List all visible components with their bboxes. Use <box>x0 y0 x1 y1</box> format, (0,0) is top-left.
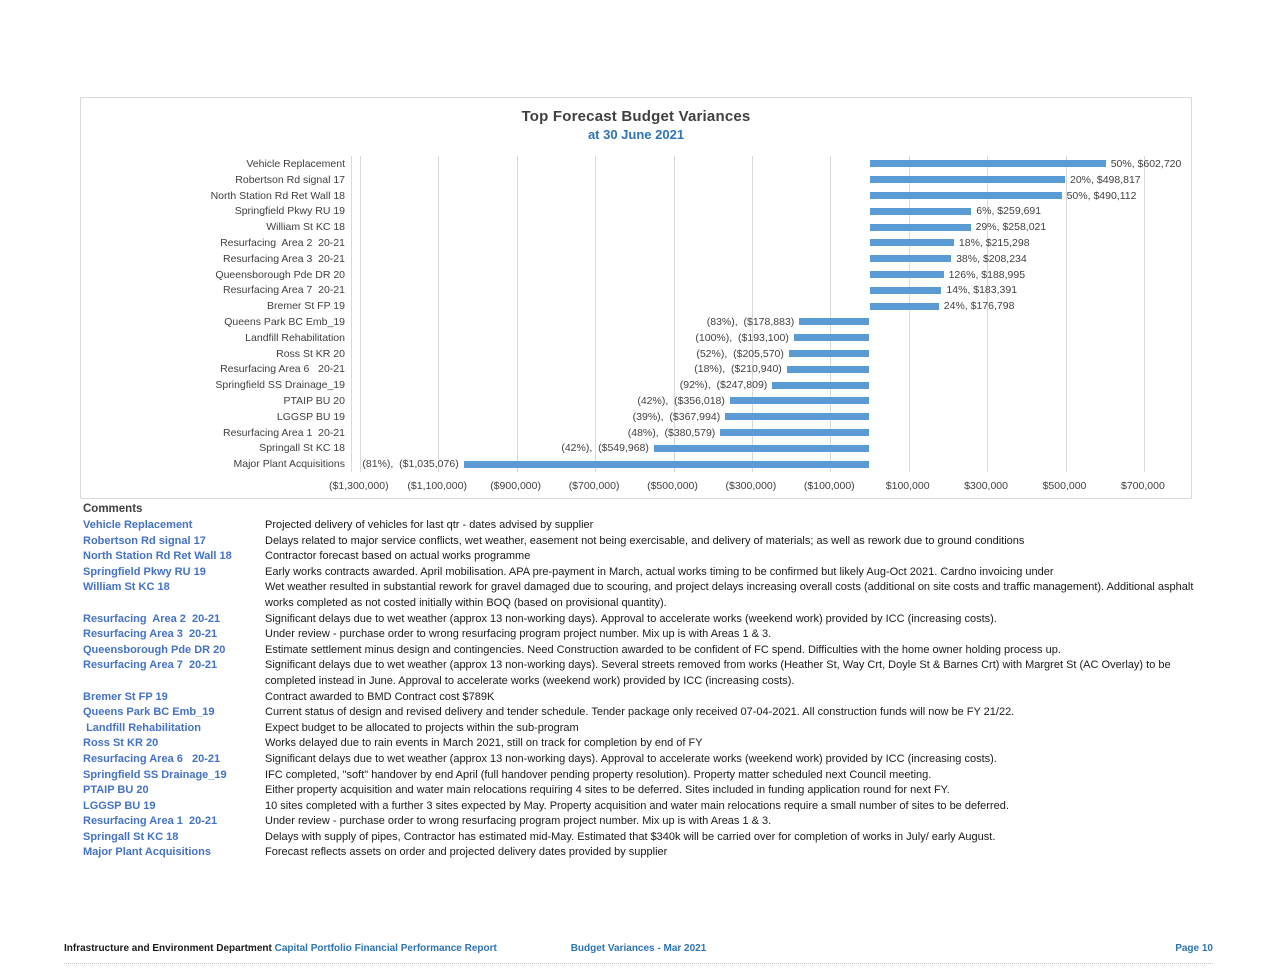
comment-row <box>83 565 1195 581</box>
comment-text: Under review - purchase order to wrong resurfacing program project number. Mix up is with Areas 1 & 3. <box>265 815 772 828</box>
comment-text: Wet weather resulted in substantial rework for gravel damaged due to scouring, and project delays increasing overall costs (additional on site costs and traffic management). Additional asphalt works completed as not costed initially within BOQ (based on provisional quantity). <box>265 581 1194 609</box>
category-label: William St KC 18 <box>266 221 345 234</box>
data-label: 24%, $176,798 <box>943 300 1015 313</box>
comment-row <box>83 612 1195 628</box>
category-label: Vehicle Replacement <box>246 157 345 170</box>
data-label: 50%, $490,112 <box>1066 189 1137 202</box>
gridline <box>830 156 831 472</box>
data-label: (100%), ($193,100) <box>695 331 789 344</box>
comment-text: Projected delivery of vehicles for last qtr - dates advised by supplier <box>265 519 594 531</box>
comment-row <box>83 799 1195 815</box>
bar <box>870 176 1066 183</box>
comment-row <box>83 627 1195 643</box>
comment-project-label: North Station Rd Ret Wall 18 <box>83 550 232 563</box>
chart-title: Top Forecast Budget Variances <box>521 108 751 125</box>
bar <box>870 160 1106 167</box>
comment-row <box>83 549 1195 565</box>
axis-tick-label: $300,000 <box>964 480 1008 492</box>
comment-text: Delays with supply of pipes, Contractor has estimated mid-May. Estimated that $340k will be carried over for completion of works in July/ early August. <box>265 830 996 843</box>
bar <box>720 429 869 436</box>
category-label: Bremer St FP 19 <box>266 300 345 313</box>
comment-project-label: William St KC 18 <box>83 581 170 594</box>
gridline <box>1066 156 1067 472</box>
comment-text: Significant delays due to wet weather (approx 13 non-working days). Several streets removed from works (Heather St, Way Crt, Doyle St & Barnes Crt) with Margret St (AC Overlay) to be completed instead in June. Approval to accelerate works (weekend work) provided by ICC (increasing costs). <box>265 659 1171 687</box>
comment-text: Early works contracts awarded. April mobilisation. APA pre-payment in March, actual works timing to be confirmed but likely Aug-Oct 2021. Cardno invoicing under <box>265 565 1054 578</box>
comment-text: Contractor forecast based on actual works programme <box>265 550 531 563</box>
bar <box>870 192 1062 199</box>
data-label: 50%, $602,720 <box>1110 157 1182 170</box>
comment-row <box>83 534 1195 550</box>
axis-tick-label: ($900,000) <box>490 480 541 492</box>
axis-tick-label: ($500,000) <box>647 480 698 492</box>
comment-text: Contract awarded to BMD Contract cost $789K <box>265 690 495 703</box>
bar <box>654 445 870 452</box>
comment-project-label: Springfield SS Drainage_19 <box>83 768 227 781</box>
comment-row <box>83 768 1195 784</box>
comment-row <box>83 783 1195 799</box>
data-label: 6%, $259,691 <box>976 205 1042 218</box>
data-label: (92%), ($247,809) <box>679 379 768 392</box>
comment-text: Works delayed due to rain events in March 2021, still on track for completion by end of FY <box>265 737 703 750</box>
page-footer <box>64 943 1213 957</box>
category-label: Queensborough Pde DR 20 <box>215 268 345 281</box>
comments-heading: Comments <box>83 503 143 515</box>
plot-area <box>351 156 1187 472</box>
category-label: Resurfacing Area 7 20-21 <box>223 284 345 297</box>
category-label: Springfield Pkwy RU 19 <box>234 205 345 218</box>
comment-row <box>83 705 1195 721</box>
comment-text: Estimate settlement minus design and contingencies. Need Construction awarded to be confident of FC spend. Difficulties with the home owner holding process up. <box>265 643 1061 656</box>
comment-row <box>83 690 1195 706</box>
category-label: Ross St KR 20 <box>276 347 345 360</box>
comment-row <box>83 752 1195 768</box>
category-label: Resurfacing Area 3 20-21 <box>223 252 345 265</box>
bar <box>870 224 971 231</box>
gridline <box>1144 156 1145 472</box>
data-label: (39%), ($367,994) <box>632 410 721 423</box>
comment-row <box>83 518 1195 534</box>
comment-text: Significant delays due to wet weather (approx 13 non-working days). Approval to accelerate works (weekend work) provided by ICC (increasing costs). <box>265 752 997 765</box>
axis-tick-label: $700,000 <box>1120 480 1165 492</box>
gridline <box>752 156 753 472</box>
gridline <box>674 156 675 472</box>
comment-row <box>83 830 1195 846</box>
comment-row <box>83 643 1195 659</box>
bar <box>789 350 870 357</box>
axis-tick-label: ($700,000) <box>568 480 620 492</box>
comment-project-label: Springfield Pkwy RU 19 <box>83 565 206 578</box>
comment-project-label: Queensborough Pde DR 20 <box>83 643 226 656</box>
comment-row <box>83 721 1195 737</box>
bar <box>730 397 870 404</box>
bar <box>870 239 954 246</box>
bar <box>870 271 944 278</box>
data-label: 14%, $183,391 <box>946 284 1018 297</box>
footer-section-title: Budget Variances - Mar 2021 <box>570 943 707 954</box>
category-label: Robertson Rd signal 17 <box>235 173 345 186</box>
bar <box>870 303 939 310</box>
budget-variances-chart <box>80 97 1192 499</box>
gridline <box>517 156 518 472</box>
comment-row <box>83 580 1195 611</box>
data-label: 38%, $208,234 <box>956 252 1027 265</box>
category-label: North Station Rd Ret Wall 18 <box>210 189 345 202</box>
value-axis <box>329 480 1186 494</box>
footer-page-number: Page 10 <box>1175 943 1213 954</box>
comment-project-label: Major Plant Acquisitions <box>83 846 211 859</box>
comment-project-label: Vehicle Replacement <box>83 519 193 531</box>
data-label: 20%, $498,817 <box>1070 173 1141 186</box>
chart-subtitle: at 30 June 2021 <box>587 127 685 142</box>
comment-project-label: Resurfacing Area 7 20-21 <box>83 659 218 672</box>
category-axis <box>81 156 345 472</box>
comment-row <box>83 814 1195 830</box>
bar <box>772 382 869 389</box>
bar <box>464 461 870 468</box>
footer-department-name: Infrastructure and Environment Department <box>64 943 275 954</box>
gridline <box>360 156 361 472</box>
comment-project-label: Resurfacing Area 1 20-21 <box>83 815 218 828</box>
comment-project-label: Bremer St FP 19 <box>83 690 168 703</box>
bar <box>725 413 869 420</box>
gridline <box>438 156 439 472</box>
gridline <box>987 156 988 472</box>
comment-text: Significant delays due to wet weather (approx 13 non-working days). Approval to accelerate works (weekend work) provided by ICC (increasing costs). <box>265 612 997 625</box>
comment-row <box>83 658 1195 689</box>
comment-project-label: LGGSP BU 19 <box>83 799 156 812</box>
data-label: 18%, $215,298 <box>958 236 1030 249</box>
comment-text: Delays related to major service conflicts, wet weather, easement not being exercisable, and delivery of materials; as well as rework due to ground conditions <box>265 534 1025 547</box>
category-label: Queens Park BC Emb_19 <box>224 315 345 328</box>
data-label: 126%, $188,995 <box>948 268 1026 281</box>
comment-project-label: Resurfacing Area 2 20-21 <box>83 612 221 625</box>
comment-project-label: Springall St KC 18 <box>83 830 179 843</box>
bar <box>794 334 870 341</box>
comment-project-label: Landfill Rehabilitation <box>83 721 201 734</box>
data-label: (52%), ($205,570) <box>696 347 784 360</box>
axis-tick-label: $500,000 <box>1042 480 1087 492</box>
comment-project-label: PTAIP BU 20 <box>83 784 149 797</box>
category-label: LGGSP BU 19 <box>276 410 345 423</box>
category-label: Landfill Rehabilitation <box>245 331 345 344</box>
comment-text: Expect budget to be allocated to projects within the sub-program <box>265 721 579 734</box>
bar <box>870 255 952 262</box>
category-label: Springfield SS Drainage_19 <box>215 379 345 392</box>
comment-project-label: Ross St KR 20 <box>83 737 159 750</box>
axis-tick-label: ($300,000) <box>725 480 777 492</box>
category-label: Resurfacing Area 6 20-21 <box>220 363 345 376</box>
comment-text: Either property acquisition and water main relocations requiring 4 sites to be deferred. Sites included in funding application round for next FY. <box>265 784 950 797</box>
data-label: (42%), ($549,968) <box>561 442 649 455</box>
bar <box>799 318 869 325</box>
gridline <box>595 156 596 472</box>
data-label: (83%), ($178,883) <box>706 315 795 328</box>
comments-section <box>83 503 1195 861</box>
data-label: (81%), ($1,035,076) <box>362 458 459 471</box>
category-label: Resurfacing Area 1 20-21 <box>223 426 345 439</box>
comment-project-label: Resurfacing Area 3 20-21 <box>83 628 218 641</box>
comment-project-label: Robertson Rd signal 17 <box>83 534 206 547</box>
comment-project-label: Queens Park BC Emb_19 <box>83 706 215 719</box>
comment-text: IFC completed, "soft" handover by end April (full handover pending property resolution). Property matter scheduled next Council meeting. <box>265 768 932 781</box>
category-label: Major Plant Acquisitions <box>233 458 345 471</box>
comment-text: Current status of design and revised delivery and tender schedule. Tender package only received 07-04-2021. All construction funds will now be FY 21/22. <box>265 706 1015 719</box>
category-label: Resurfacing Area 2 20-21 <box>220 236 345 249</box>
comment-project-label: Resurfacing Area 6 20-21 <box>83 752 221 765</box>
category-label: PTAIP BU 20 <box>283 394 345 407</box>
comment-row <box>83 845 1195 861</box>
footer-report-name: Capital Portfolio Financial Performance Report <box>274 943 497 954</box>
comment-row <box>83 736 1195 752</box>
bar <box>870 208 972 215</box>
bar <box>870 287 942 294</box>
data-label: 29%, $258,021 <box>975 221 1047 234</box>
axis-tick-label: ($1,100,000) <box>407 480 467 492</box>
comment-text: 10 sites completed with a further 3 sites expected by May. Property acquisition and water main relocations require a small number of sites to be deferred. <box>265 799 1009 812</box>
comment-text: Under review - purchase order to wrong resurfacing program project number. Mix up is with Areas 1 & 3. <box>265 628 772 641</box>
data-label: (42%), ($356,018) <box>637 394 725 407</box>
axis-tick-label: ($100,000) <box>803 480 855 492</box>
category-label: Springall St KC 18 <box>259 442 345 455</box>
data-label: (48%), ($380,579) <box>627 426 716 439</box>
page-margin-rule <box>64 963 1213 964</box>
axis-tick-label: $100,000 <box>885 480 930 492</box>
data-label: (18%), ($210,940) <box>694 363 782 376</box>
comment-text: Forecast reflects assets on order and projected delivery dates provided by supplier <box>265 846 668 859</box>
axis-tick-label: ($1,300,000) <box>329 480 389 492</box>
bar <box>787 366 870 373</box>
gridline <box>909 156 910 472</box>
